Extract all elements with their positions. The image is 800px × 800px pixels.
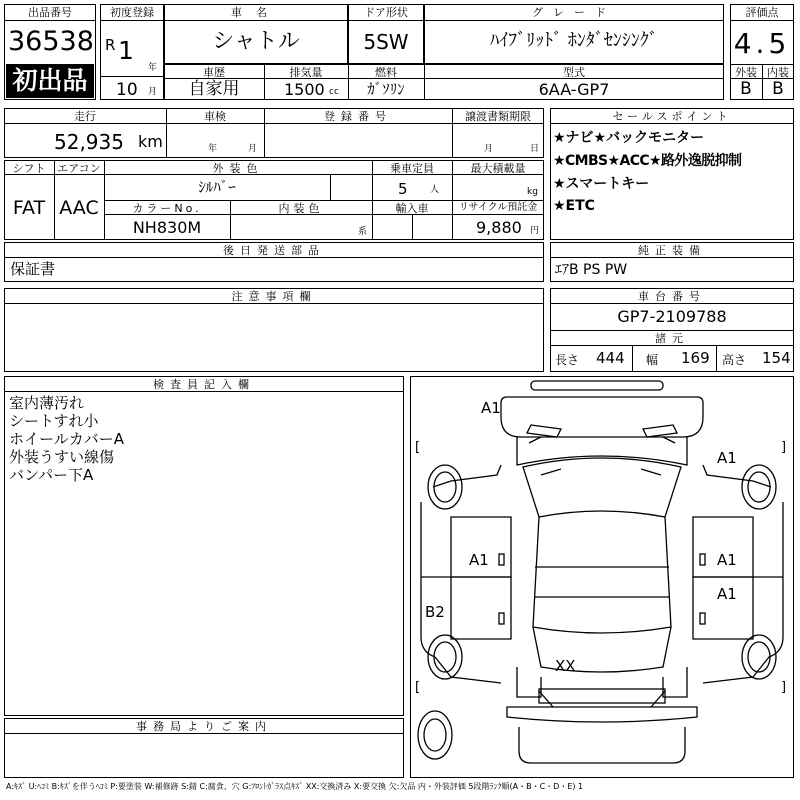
bracket-left: [ (415, 440, 421, 455)
length-label: 長さ (555, 353, 580, 367)
transfer-label: 譲渡書類期限 (465, 110, 531, 123)
chassis-number: GP7-2109788 (617, 307, 727, 326)
inspector-note: バンパー下A (9, 466, 94, 484)
transfer-month-unit: 月 (484, 144, 494, 154)
recycle-label: リサイクル預託金 (458, 202, 538, 213)
sales-point-item: ★スマートキー (553, 176, 650, 192)
model-label: 型式 (563, 66, 585, 79)
genuine-equipment: ｴｱB PS PW (555, 262, 628, 278)
inspector-note: 室内薄汚れ (9, 394, 85, 412)
damage-mark: A1 (717, 585, 737, 603)
insp-year-unit: 年 (208, 144, 218, 154)
inspector-note: ホイールカバーA (9, 430, 124, 448)
capacity: 5 (398, 180, 408, 198)
cc-unit: cc (329, 87, 339, 97)
displacement-label: 排気量 (289, 66, 323, 79)
office-label: 事務局よりご案内 (136, 720, 272, 733)
registration-label: 初度登録 (110, 6, 154, 19)
history-label: 車歴 (203, 66, 225, 79)
grade-label: グレード (532, 6, 616, 19)
sales-points-label: セールスポイント (612, 110, 732, 123)
interior-label: 内装 (767, 66, 789, 79)
exterior-grade: B (740, 79, 752, 99)
car-outline-diagram (411, 377, 793, 777)
insp-month-unit: 月 (248, 144, 258, 154)
recycle-fee: 9,880 (476, 218, 522, 237)
sales-points-box (550, 108, 794, 240)
year-unit: 年 (148, 63, 158, 73)
damage-mark: A1 (469, 551, 489, 569)
import-label: 輸入車 (395, 202, 429, 215)
score: 4.5 (733, 27, 791, 60)
sales-point-item: ★ナビ★バックモニター (553, 130, 705, 146)
door-type: 5SW (363, 30, 409, 54)
chassis-label: 車台番号 (638, 290, 706, 303)
km-unit: km (138, 132, 163, 151)
month-unit: 月 (148, 87, 158, 97)
ac-label: エアコン (57, 162, 101, 175)
damage-mark: A1 (481, 399, 501, 417)
lot-label: 出品番号 (28, 6, 72, 19)
inspector-note: シートすれ小 (9, 412, 99, 430)
inspector-label: 検査員記入欄 (153, 378, 255, 391)
damage-mark: A1 (717, 551, 737, 569)
registration-month: 10 (116, 80, 138, 100)
later-parts-label: 後日発送部品 (223, 244, 325, 257)
fuel: ｶﾞｿﾘﾝ (367, 80, 405, 98)
yen-unit: 円 (530, 226, 540, 236)
capacity-label: 乗車定員 (390, 162, 434, 175)
later-parts: 保証書 (10, 260, 56, 278)
dimensions-label: 諸元 (655, 332, 689, 345)
color-no-label: カラーNo. (132, 202, 202, 215)
air-conditioner: AAC (59, 197, 99, 219)
mileage-label: 走行 (74, 110, 96, 123)
genuine-label: 純正装備 (638, 244, 706, 257)
transfer-day-unit: 日 (530, 144, 540, 154)
height: 154 (762, 349, 791, 367)
kg-unit: kg (527, 187, 538, 197)
legend: A:ｷｽﾞ U:ﾍｺﾐ B:ｷｽﾞを伴うﾍｺﾐ P:要塗装 W:補修跡 S:錆 C:腐食、穴 G:ﾌﾛﾝﾄｶﾞﾗｽ点ｷｽﾞ XX:交換済み X:要交換 欠:欠品 内・外装評価 5段階ﾗﾝｸ順(A・B・C・D・E) 1 (6, 782, 584, 791)
width: 169 (681, 349, 710, 367)
car-name: シャトル (212, 29, 300, 54)
color-label: 外装色 (212, 162, 264, 175)
score-label: 評価点 (745, 6, 779, 19)
person-unit: 人 (430, 185, 440, 195)
interior-color-label: 内装色 (278, 202, 324, 215)
mileage: 52,935 (54, 130, 124, 154)
displacement: 1500 (284, 80, 325, 99)
bracket-right: ] (781, 680, 787, 695)
registration-year: 1 (118, 36, 134, 65)
shift: FAT (12, 197, 46, 219)
sales-point-item: ★ETC (553, 198, 595, 214)
load-label: 最大積載量 (470, 162, 526, 175)
grade: ﾊｲﾌﾞﾘｯﾄﾞ ﾎﾝﾀﾞｾﾝｼﾝｸﾞ (490, 30, 658, 51)
damage-mark: B2 (425, 603, 445, 621)
lot-number: 36538 (8, 26, 94, 57)
shift-label: シフト (12, 162, 46, 175)
bracket-right: ] (781, 440, 787, 455)
fuel-label: 燃料 (375, 66, 397, 79)
sales-point-item: ★CMBS★ACC★路外逸脱抑制 (553, 153, 742, 169)
exterior-color: ｼﾙﾊﾞｰ (198, 178, 236, 196)
damage-mark: A1 (717, 449, 737, 467)
history: 自家用 (188, 79, 240, 99)
car-name-label: 車名 (231, 6, 281, 19)
length: 444 (596, 349, 625, 367)
width-label: 幅 (646, 353, 659, 367)
interior-grade: B (772, 79, 784, 99)
plate-label: 登録番号 (324, 110, 392, 123)
model: 6AA-GP7 (538, 80, 610, 99)
door-label: ドア形状 (364, 6, 408, 19)
damage-mark: XX (555, 657, 576, 675)
series-unit: 系 (358, 227, 368, 237)
notes-label: 注意事項欄 (231, 290, 317, 303)
first-listing-badge: 初出品 (6, 64, 94, 98)
inspector-note: 外装うすい線傷 (9, 448, 115, 466)
inspection-label: 車検 (204, 110, 226, 123)
color-number: NH830M (132, 218, 202, 237)
exterior-label: 外装 (735, 66, 757, 79)
damage-diagram (410, 376, 794, 778)
height-label: 高さ (722, 353, 747, 367)
bracket-left: [ (415, 680, 421, 695)
registration-era: R (105, 36, 116, 54)
